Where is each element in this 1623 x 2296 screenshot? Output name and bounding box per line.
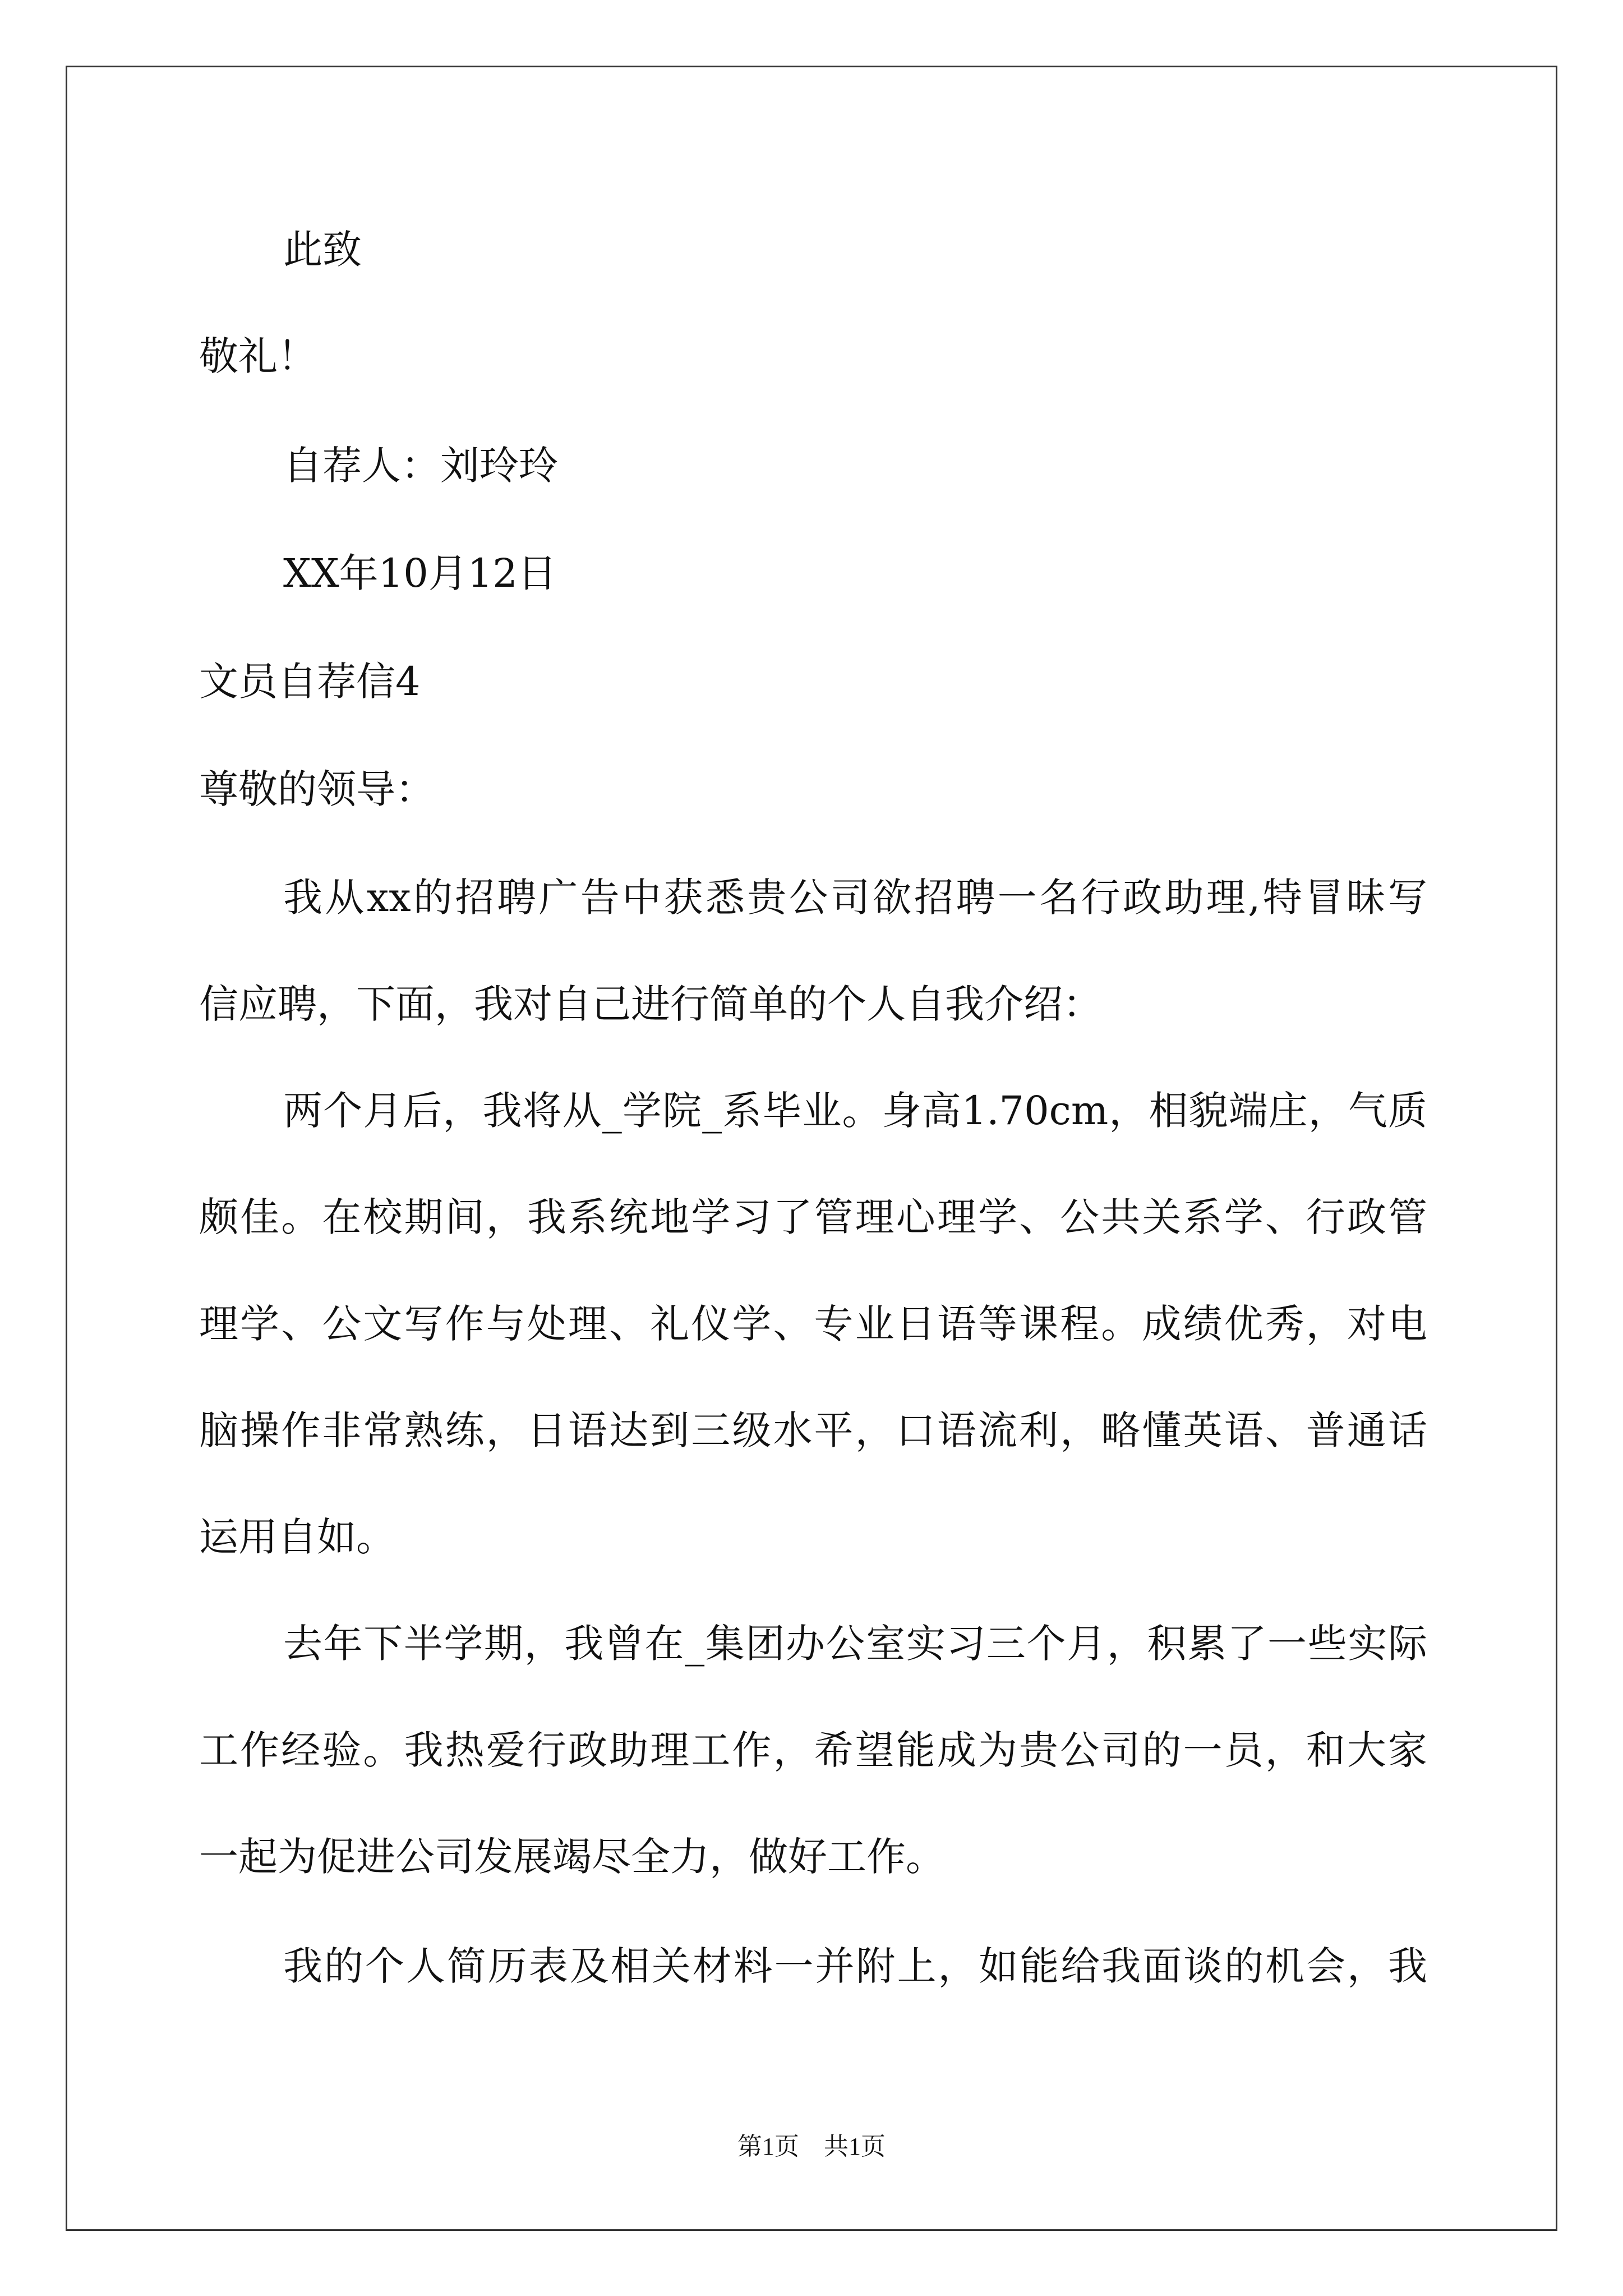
letter-salutation: 尊敬的领导： [199, 766, 435, 812]
letter-date: XX年10月12日 [283, 550, 557, 596]
paragraph-line: 工作经验。我热爱行政助理工作，希望能成为贵公司的一员，和大家 [199, 1727, 1427, 1773]
closing-salute: 敬礼！ [199, 333, 317, 379]
paragraph-line: 脑操作非常熟练，日语达到三级水平，口语流利，略懂英语、普通话 [199, 1407, 1427, 1453]
paragraph-line: 一起为促进公司发展竭尽全力，做好工作。 [199, 1834, 945, 1880]
paragraph-line: 理学、公文写作与处理、礼仪学、专业日语等课程。成绩优秀，对电 [199, 1301, 1427, 1347]
paragraph-line: 信应聘，下面，我对自己进行简单的个人自我介绍： [199, 981, 1102, 1027]
page-number: 第1页 共1页 [737, 2133, 886, 2160]
paragraph-line: 两个月后，我将从_学院_系毕业。身高1.70cm，相貌端庄，气质 [283, 1088, 1427, 1134]
paragraph-line: 去年下半学期，我曾在_集团办公室实习三个月，积累了一些实际 [283, 1621, 1427, 1667]
page-border [66, 66, 1557, 2231]
paragraph-line: 我的个人简历表及相关材料一并附上，如能给我面谈的机会，我 [283, 1943, 1427, 1989]
signature: 自荐人：刘玲玲 [283, 443, 558, 489]
paragraph-line: 我从xx的招聘广告中获悉贵公司欲招聘一名行政助理,特冒昧写 [283, 875, 1427, 921]
paragraph-line: 运用自如。 [199, 1514, 395, 1560]
letter-title: 文员自荐信4 [199, 659, 421, 705]
paragraph-line: 颇佳。在校期间，我系统地学习了管理心理学、公共关系学、行政管 [199, 1194, 1427, 1240]
closing-greeting: 此致 [283, 227, 362, 273]
